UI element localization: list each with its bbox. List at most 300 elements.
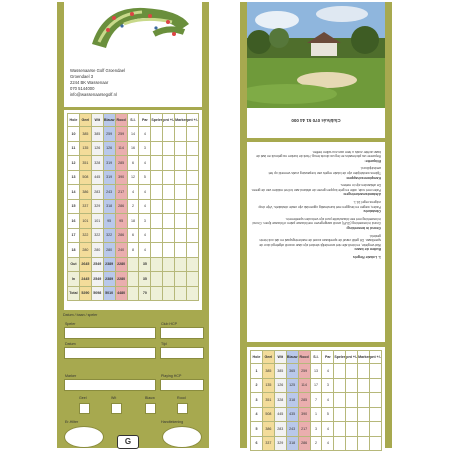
cell-total-label: In [68, 272, 80, 287]
tee-checkbox-geel[interactable] [79, 403, 90, 414]
cell-rood: 259 [298, 364, 310, 379]
cell-total-rood: 2280 [115, 257, 127, 272]
score-entry-cell[interactable] [151, 141, 163, 156]
rule-text: Wat vergleke, en biedt alle niet woerdelijk stecket zijn daar woordt afgelegd door de speelbaan. Dit geldt vanaf de speelbaan zowel de markeringspaal en dat ook hierin gesteld. [259, 233, 381, 247]
table-row [251, 436, 382, 451]
score-entry-cell[interactable] [175, 127, 187, 142]
cell-wit: 385 [274, 364, 286, 379]
score-entry-cell[interactable] [163, 199, 175, 214]
cell-geel: 351 [262, 393, 274, 408]
score-entry-cell[interactable] [151, 286, 163, 301]
scorecard-front [57, 2, 209, 448]
score-entry-cell[interactable] [370, 407, 382, 422]
cell-total-label: Out [68, 257, 80, 272]
rule-text: Paden, wegen en bruggen met kunstmatig oppervlak zijn vaste obstakels. Vrije drop volgens regel 16.1. [258, 199, 381, 209]
table-header-cell: Hole [251, 351, 263, 364]
cell-blauw: 322 [103, 228, 115, 243]
table-row [251, 378, 382, 393]
cell-total-blauw: 2389 [103, 257, 115, 272]
rules-heading: 1. Lokale Regels [352, 254, 381, 259]
club-logo: G [117, 435, 139, 449]
table-header-cell: Blauw [286, 351, 298, 364]
cell-wit: 445 [91, 170, 103, 185]
tee-checkbox-rood[interactable] [177, 403, 188, 414]
score-entry-cell[interactable] [187, 185, 199, 200]
cell-total-geel: 2645 [79, 257, 91, 272]
cell-rood: 114 [298, 378, 310, 393]
tee-label-rood: Rood [177, 396, 186, 400]
score-entry-cell[interactable] [175, 286, 187, 301]
cell-par: 4 [139, 156, 151, 171]
cell-rood: 217 [298, 422, 310, 437]
cell-rood: 286 [115, 228, 127, 243]
score-entry-cell[interactable] [163, 228, 175, 243]
score-entry-cell[interactable] [358, 422, 370, 437]
cell-geel: 322 [79, 228, 91, 243]
cell-total-rood: 2280 [115, 272, 127, 287]
score-entry-cell[interactable] [163, 243, 175, 258]
club-street: Groendael 3 [70, 74, 94, 79]
marker-label: Marker [65, 374, 77, 378]
cell-par: 3 [139, 141, 151, 156]
table-header-cell: pnt +/- [163, 114, 175, 127]
cell-si: 17 [310, 378, 322, 393]
score-entry-cell[interactable] [370, 378, 382, 393]
rule-text: Repareer uw pitchmarks en leg uw divots terug. Hark de bunker na gebruik en laat de baan achter zoals u hem aan zou willen treffen. [256, 149, 381, 159]
cell-par: 5 [322, 407, 334, 422]
cell-total-par: 35 [139, 257, 151, 272]
cell-wit: 322 [91, 228, 103, 243]
score-entry-cell[interactable] [163, 272, 175, 287]
score-entry-cell[interactable] [334, 393, 346, 408]
score-entry-cell[interactable] [334, 436, 346, 451]
score-entry-cell[interactable] [358, 407, 370, 422]
table-header-cell: Rood [298, 351, 310, 364]
score-entry-cell[interactable] [187, 286, 199, 301]
cell-hole: 4 [251, 407, 263, 422]
rule-title: Etiquette: [364, 158, 381, 163]
cell-rood: 285 [115, 156, 127, 171]
cell-si: 13 [310, 364, 322, 379]
cell-total-si [127, 286, 139, 301]
cell-geel: 386 [262, 422, 274, 437]
table-row [68, 214, 199, 229]
local-rules-text [251, 146, 381, 259]
cell-total-blauw: 5010 [103, 286, 115, 301]
cell-geel: 337 [79, 199, 91, 214]
cell-si: 14 [127, 127, 139, 142]
cell-total-geel: 5290 [79, 286, 91, 301]
cell-hole: 11 [68, 141, 80, 156]
cell-blauw: 259 [103, 127, 115, 142]
score-entry-cell[interactable] [346, 378, 358, 393]
rule-title: Afstandsmarkeringen: [342, 192, 381, 197]
club-phone: 070 5144000 [70, 86, 95, 91]
cell-hole: 16 [68, 214, 80, 229]
score-entry-cell[interactable] [187, 141, 199, 156]
score-table-back-nine [67, 113, 199, 301]
score-entry-cell[interactable] [163, 141, 175, 156]
score-entry-cell[interactable] [175, 214, 187, 229]
cell-hole: 2 [251, 378, 263, 393]
score-entry-cell[interactable] [151, 170, 163, 185]
score-entry-cell[interactable] [334, 378, 346, 393]
table-row [68, 185, 199, 200]
table-row [251, 364, 382, 379]
score-entry-cell[interactable] [151, 243, 163, 258]
score-entry-cell[interactable] [370, 393, 382, 408]
cell-total-label: Total [68, 286, 80, 301]
cell-par: 4 [322, 364, 334, 379]
cell-total-wit: 5098 [91, 286, 103, 301]
score-entry-cell[interactable] [163, 170, 175, 185]
score-entry-cell[interactable] [151, 127, 163, 142]
cell-hole: 1 [251, 364, 263, 379]
cell-par: 3 [139, 214, 151, 229]
table-header-cell: Speler [151, 114, 163, 127]
cell-total-si [127, 272, 139, 287]
cell-blauw: 319 [103, 156, 115, 171]
score-entry-cell[interactable] [151, 199, 163, 214]
cell-wit: 126 [91, 141, 103, 156]
score-table-panel-right [247, 347, 385, 448]
cell-total-wit: 2549 [91, 257, 103, 272]
cell-total-par: 70 [139, 286, 151, 301]
rule-title: Buiten de baan: [354, 247, 381, 252]
cell-blauw: 126 [103, 141, 115, 156]
score-entry-cell[interactable] [187, 199, 199, 214]
rule-section [251, 166, 381, 180]
table-header-cell: Rood [115, 114, 127, 127]
tee-label-wit: Wit [111, 396, 117, 400]
cell-si: 8 [127, 243, 139, 258]
rule-section [251, 183, 381, 197]
cell-geel: 337 [262, 436, 274, 451]
scorecard-back [240, 2, 392, 448]
score-entry-cell[interactable] [175, 141, 187, 156]
cell-wit: 329 [274, 436, 286, 451]
local-rules-panel [247, 142, 385, 342]
cell-rood: 114 [115, 141, 127, 156]
score-entry-cell[interactable] [163, 185, 175, 200]
table-header-cell: Wit [274, 351, 286, 364]
score-entry-cell[interactable] [370, 436, 382, 451]
cell-hole: 3 [251, 393, 263, 408]
score-entry-cell[interactable] [163, 214, 175, 229]
cell-wit: 328 [91, 156, 103, 171]
club-hcp-field[interactable] [160, 327, 204, 339]
cell-total-geel: 2445 [79, 272, 91, 287]
phone-banner [247, 108, 385, 138]
cell-rood: 240 [115, 243, 127, 258]
rule-section [251, 233, 381, 251]
score-table-front-nine [250, 350, 382, 451]
rule-text: Grond in bewerking (GUR) wordt aangegeven met blauwe palen of blauwe lijnen. Grond in bewerking met een blauw/witte punt zijn verboden speelterrein. [252, 216, 381, 226]
cell-si: 16 [127, 141, 139, 156]
clubhouse-photo [247, 2, 385, 108]
cell-geel: 135 [262, 378, 274, 393]
score-entry-cell[interactable] [175, 185, 187, 200]
cell-hole: 13 [68, 170, 80, 185]
table-header-cell: pnt +/- [346, 351, 358, 364]
cell-hole: 6 [251, 436, 263, 451]
table-row [68, 127, 199, 142]
score-entry-cell[interactable] [187, 257, 199, 272]
course-map [84, 4, 194, 50]
signature-field-marker[interactable] [162, 426, 202, 448]
table-header-cell: Hole [68, 114, 80, 127]
cell-si: 2 [127, 199, 139, 214]
cell-wit: 283 [91, 185, 103, 200]
cell-rood: 285 [298, 393, 310, 408]
score-entry-cell[interactable] [187, 127, 199, 142]
cell-blauw: 318 [286, 393, 298, 408]
cell-par: 4 [322, 422, 334, 437]
tee-checkbox-blauw[interactable] [145, 403, 156, 414]
score-entry-cell[interactable] [163, 127, 175, 142]
cell-wit: 445 [274, 407, 286, 422]
cell-par: 4 [139, 228, 151, 243]
score-entry-cell[interactable] [175, 156, 187, 171]
cell-par: 4 [139, 127, 151, 142]
score-entry-cell[interactable] [334, 364, 346, 379]
club-city: 2244 BK Wassenaar [70, 80, 109, 85]
table-header-cell: S.I. [310, 351, 322, 364]
total-row [68, 272, 199, 287]
table-header-cell: Marker [175, 114, 187, 127]
table-row [68, 228, 199, 243]
score-entry-cell[interactable] [346, 407, 358, 422]
score-table-panel [64, 110, 202, 310]
cell-geel: 135 [79, 141, 91, 156]
cell-si: 12 [127, 170, 139, 185]
table-header-cell: Marker [358, 351, 370, 364]
cell-wit: 328 [274, 393, 286, 408]
score-entry-cell[interactable] [370, 422, 382, 437]
cell-si: 1 [310, 407, 322, 422]
cell-par: 4 [322, 436, 334, 451]
table-header-cell: S.I. [127, 114, 139, 127]
score-entry-cell[interactable] [151, 228, 163, 243]
score-entry-cell[interactable] [187, 228, 199, 243]
cell-blauw: 435 [286, 407, 298, 422]
cell-geel: 385 [262, 364, 274, 379]
score-entry-cell[interactable] [151, 272, 163, 287]
cell-rood: 95 [115, 214, 127, 229]
cell-par: 4 [139, 199, 151, 214]
club-info-panel [64, 2, 202, 107]
table-row [251, 422, 382, 437]
rule-section [251, 216, 381, 230]
score-entry-cell[interactable] [175, 170, 187, 185]
score-entry-cell[interactable] [187, 214, 199, 229]
cell-rood: 259 [115, 127, 127, 142]
score-entry-cell[interactable] [163, 257, 175, 272]
cell-geel: 280 [79, 243, 91, 258]
cell-rood: 286 [298, 436, 310, 451]
score-entry-cell[interactable] [151, 185, 163, 200]
tee-label-blauw: Blauw [145, 396, 155, 400]
cell-si: 4 [127, 185, 139, 200]
cell-wit: 280 [91, 243, 103, 258]
cell-geel: 386 [79, 185, 91, 200]
table-row [251, 407, 382, 422]
tijd-field[interactable] [160, 347, 204, 359]
cell-geel: 385 [79, 127, 91, 142]
cell-geel: 351 [79, 156, 91, 171]
cell-si: 18 [127, 214, 139, 229]
signature-field-player[interactable] [64, 426, 104, 448]
playing-hcp-label: Playing HCP [161, 374, 182, 378]
cell-blauw: 243 [286, 422, 298, 437]
table-row [68, 199, 199, 214]
cell-blauw: 125 [286, 378, 298, 393]
cell-blauw: 365 [286, 364, 298, 379]
score-entry-cell[interactable] [187, 272, 199, 287]
score-entry-cell[interactable] [175, 272, 187, 287]
score-entry-cell[interactable] [151, 257, 163, 272]
cell-wit: 126 [274, 378, 286, 393]
cell-blauw: 280 [103, 243, 115, 258]
table-header-cell: Geel [79, 114, 91, 127]
datum-label: Datum [65, 342, 76, 346]
score-entry-cell[interactable] [334, 422, 346, 437]
cell-hole: 17 [68, 228, 80, 243]
score-entry-cell[interactable] [346, 364, 358, 379]
clubhouse-image [247, 2, 385, 108]
score-entry-cell[interactable] [163, 286, 175, 301]
sig-left-label: Er-Hilter [65, 420, 79, 424]
cell-geel: 508 [79, 170, 91, 185]
score-entry-cell[interactable] [163, 156, 175, 171]
cell-par: 4 [139, 243, 151, 258]
cell-blauw: 319 [103, 170, 115, 185]
score-entry-cell[interactable] [346, 436, 358, 451]
playing-hcp-field[interactable] [160, 379, 204, 391]
speler-label: Speler [65, 322, 76, 326]
cell-total-si [127, 257, 139, 272]
cell-par: 4 [139, 185, 151, 200]
sig-right-label: Handtekening [161, 420, 184, 424]
club-hcp-label: Club HCP [161, 322, 177, 326]
table-header-cell: Par [139, 114, 151, 127]
cell-wit: 101 [91, 214, 103, 229]
table-row [251, 393, 382, 408]
marker-field[interactable] [64, 379, 156, 391]
tijd-label: Tijd [161, 342, 167, 346]
cell-blauw: 243 [103, 185, 115, 200]
score-entry-cell[interactable] [187, 170, 199, 185]
rule-text: Palen met rode, witte en gele koppen geven de afstand aan tot het midden van de green. De afstanden zijn in meters. [251, 183, 381, 192]
score-entry-cell[interactable] [175, 228, 187, 243]
rule-title: Grond in bewerking: [346, 225, 381, 230]
cell-hole: 5 [251, 422, 263, 437]
table-header-cell: pnt +/- [187, 114, 199, 127]
score-entry-cell[interactable] [175, 199, 187, 214]
cell-hole: 18 [68, 243, 80, 258]
club-name: Wassenaarse Golf Groendael [70, 68, 126, 73]
rule-title: Kampioenschappen: [345, 175, 381, 180]
cell-blauw: 318 [286, 436, 298, 451]
table-header-cell: pnt +/- [370, 351, 382, 364]
cell-wit: 385 [91, 127, 103, 142]
cell-geel: 101 [79, 214, 91, 229]
cell-rood: 217 [115, 185, 127, 200]
cell-si: 6 [127, 156, 139, 171]
cell-par: 4 [322, 393, 334, 408]
cell-hole: 10 [68, 127, 80, 142]
score-entry-cell[interactable] [187, 243, 199, 258]
tee-label-geel: Geel [79, 396, 87, 400]
cell-par: 3 [322, 378, 334, 393]
score-entry-cell[interactable] [358, 393, 370, 408]
tee-checkbox-wit[interactable] [111, 403, 122, 414]
cell-blauw: 95 [103, 214, 115, 229]
score-entry-cell[interactable] [370, 364, 382, 379]
score-entry-cell[interactable] [346, 422, 358, 437]
table-header-cell: Par [322, 351, 334, 364]
score-entry-cell[interactable] [151, 156, 163, 171]
table-row [68, 170, 199, 185]
cell-blauw: 318 [103, 199, 115, 214]
cell-rood: 286 [115, 199, 127, 214]
cell-total-wit: 2549 [91, 272, 103, 287]
table-row [68, 156, 199, 171]
score-entry-cell[interactable] [175, 257, 187, 272]
score-entry-cell[interactable] [358, 436, 370, 451]
score-entry-cell[interactable] [334, 407, 346, 422]
datum-field[interactable] [64, 347, 156, 359]
table-row [68, 243, 199, 258]
rule-title: Obstakels: [362, 209, 381, 214]
cell-total-par: 35 [139, 272, 151, 287]
score-entry-cell[interactable] [346, 393, 358, 408]
cell-par: 5 [139, 170, 151, 185]
cell-total-rood: 4480 [115, 286, 127, 301]
score-entry-cell[interactable] [187, 156, 199, 171]
cell-si: 2 [310, 436, 322, 451]
rule-text: Tijdens wedstrijden zijn de lokale regels van toepassing zoals vermeld op het wedstrijdbord. [268, 166, 381, 175]
cell-geel: 508 [262, 407, 274, 422]
score-entry-cell[interactable] [151, 214, 163, 229]
cell-rood: 390 [115, 170, 127, 185]
cell-si: 7 [310, 393, 322, 408]
score-entry-cell[interactable] [358, 378, 370, 393]
cell-hole: 14 [68, 185, 80, 200]
club-email: info@wassenaarsegolf.nl [70, 92, 117, 97]
cell-hole: 15 [68, 199, 80, 214]
phone-banner-text: Clubhuis 070 51 44 000 [291, 118, 341, 123]
cell-si: 6 [127, 228, 139, 243]
total-row [68, 286, 199, 301]
table-row [68, 141, 199, 156]
score-entry-cell[interactable] [175, 243, 187, 258]
rule-section [251, 149, 381, 163]
table-header-cell: Geel [262, 351, 274, 364]
table-header-cell: Blauw [103, 114, 115, 127]
cell-rood: 390 [298, 407, 310, 422]
cell-total-blauw: 2389 [103, 272, 115, 287]
rule-section [251, 199, 381, 213]
cell-si: 3 [310, 422, 322, 437]
speler-field[interactable] [64, 327, 156, 339]
score-entry-cell[interactable] [358, 364, 370, 379]
total-row [68, 257, 199, 272]
cell-hole: 12 [68, 156, 80, 171]
cell-wit: 329 [91, 199, 103, 214]
cell-wit: 283 [274, 422, 286, 437]
table-header-cell: Speler [334, 351, 346, 364]
